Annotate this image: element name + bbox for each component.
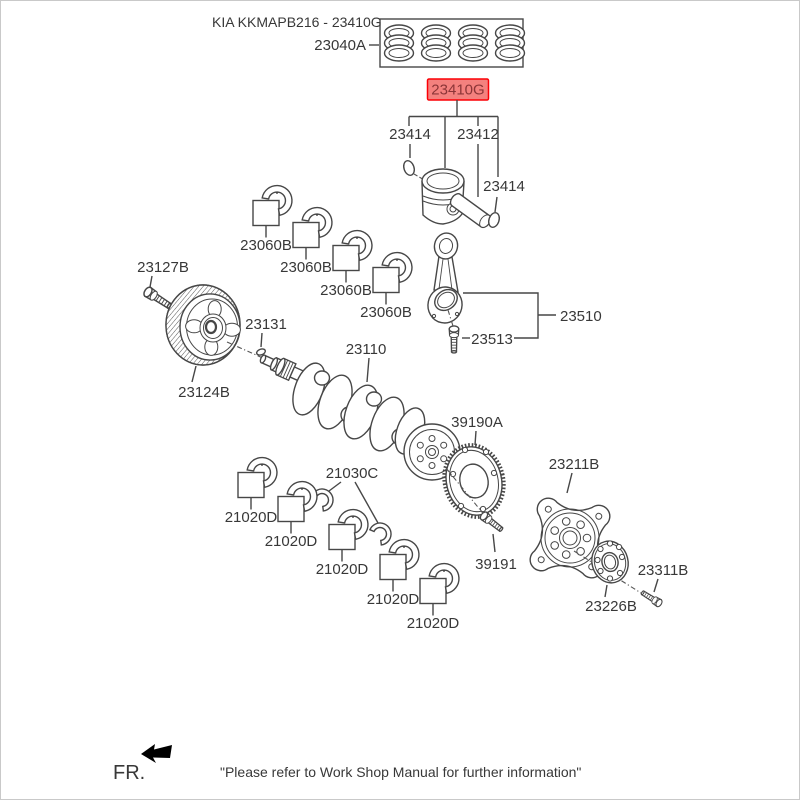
pulley-bolt-label: 23127B [137, 259, 189, 276]
main-bearing-label: 21020D [224, 509, 278, 526]
conrod-bearing-label: 23060B [360, 304, 412, 321]
piston-kit-label[interactable]: 23410G [431, 81, 485, 99]
adapter-bolt [638, 562, 689, 608]
adapter-bolt-label: 23311B [637, 562, 689, 579]
connecting-rod-bolt-label: 23513 [471, 331, 513, 348]
main-bearing-label: 21020D [315, 561, 369, 578]
thrust-washer-label: 21030C [325, 465, 379, 482]
connecting-rod [425, 231, 466, 326]
adapter-ring-label: 23226B [585, 598, 637, 615]
main-bearing-label: 21020D [406, 615, 460, 632]
piston-pin-label: 23412 [457, 126, 499, 143]
fr-label: FR. [113, 762, 146, 784]
pulley-label: 23124B [178, 384, 230, 401]
snap-ring-label: 23414 [483, 178, 525, 195]
adapter-plate-label: 23211B [548, 456, 600, 473]
drive-plate-bolt-label: 39191 [475, 556, 517, 573]
conrod-bearing-label: 23060B [240, 237, 292, 254]
diagram-title: KIA KKMAPB216 - 23410G [212, 14, 382, 30]
ring-set-label: 23040A [314, 37, 366, 54]
drive-plate-label: 39190A [451, 414, 503, 431]
highlighted-part-label[interactable] [428, 79, 489, 100]
connecting-rod-bearings [240, 186, 412, 321]
workshop-manual-note: "Please refer to Work Shop Manual for further information" [220, 764, 582, 780]
crankshaft [257, 341, 460, 480]
front-direction-arrow-icon [141, 744, 172, 763]
main-bearing-label: 21020D [264, 533, 318, 550]
main-bearing-label: 21020D [366, 591, 420, 608]
connecting-rod-label: 23510 [560, 308, 602, 325]
main-bearings [225, 458, 460, 632]
conrod-bearing-label: 23060B [320, 282, 372, 299]
footer [113, 744, 581, 784]
conrod-bearing-label: 23060B [280, 259, 332, 276]
snap-ring-label: 23414 [389, 126, 431, 143]
snap-ring-right [483, 178, 525, 229]
crankshaft-label: 23110 [345, 341, 387, 358]
key-label: 23131 [245, 316, 287, 333]
